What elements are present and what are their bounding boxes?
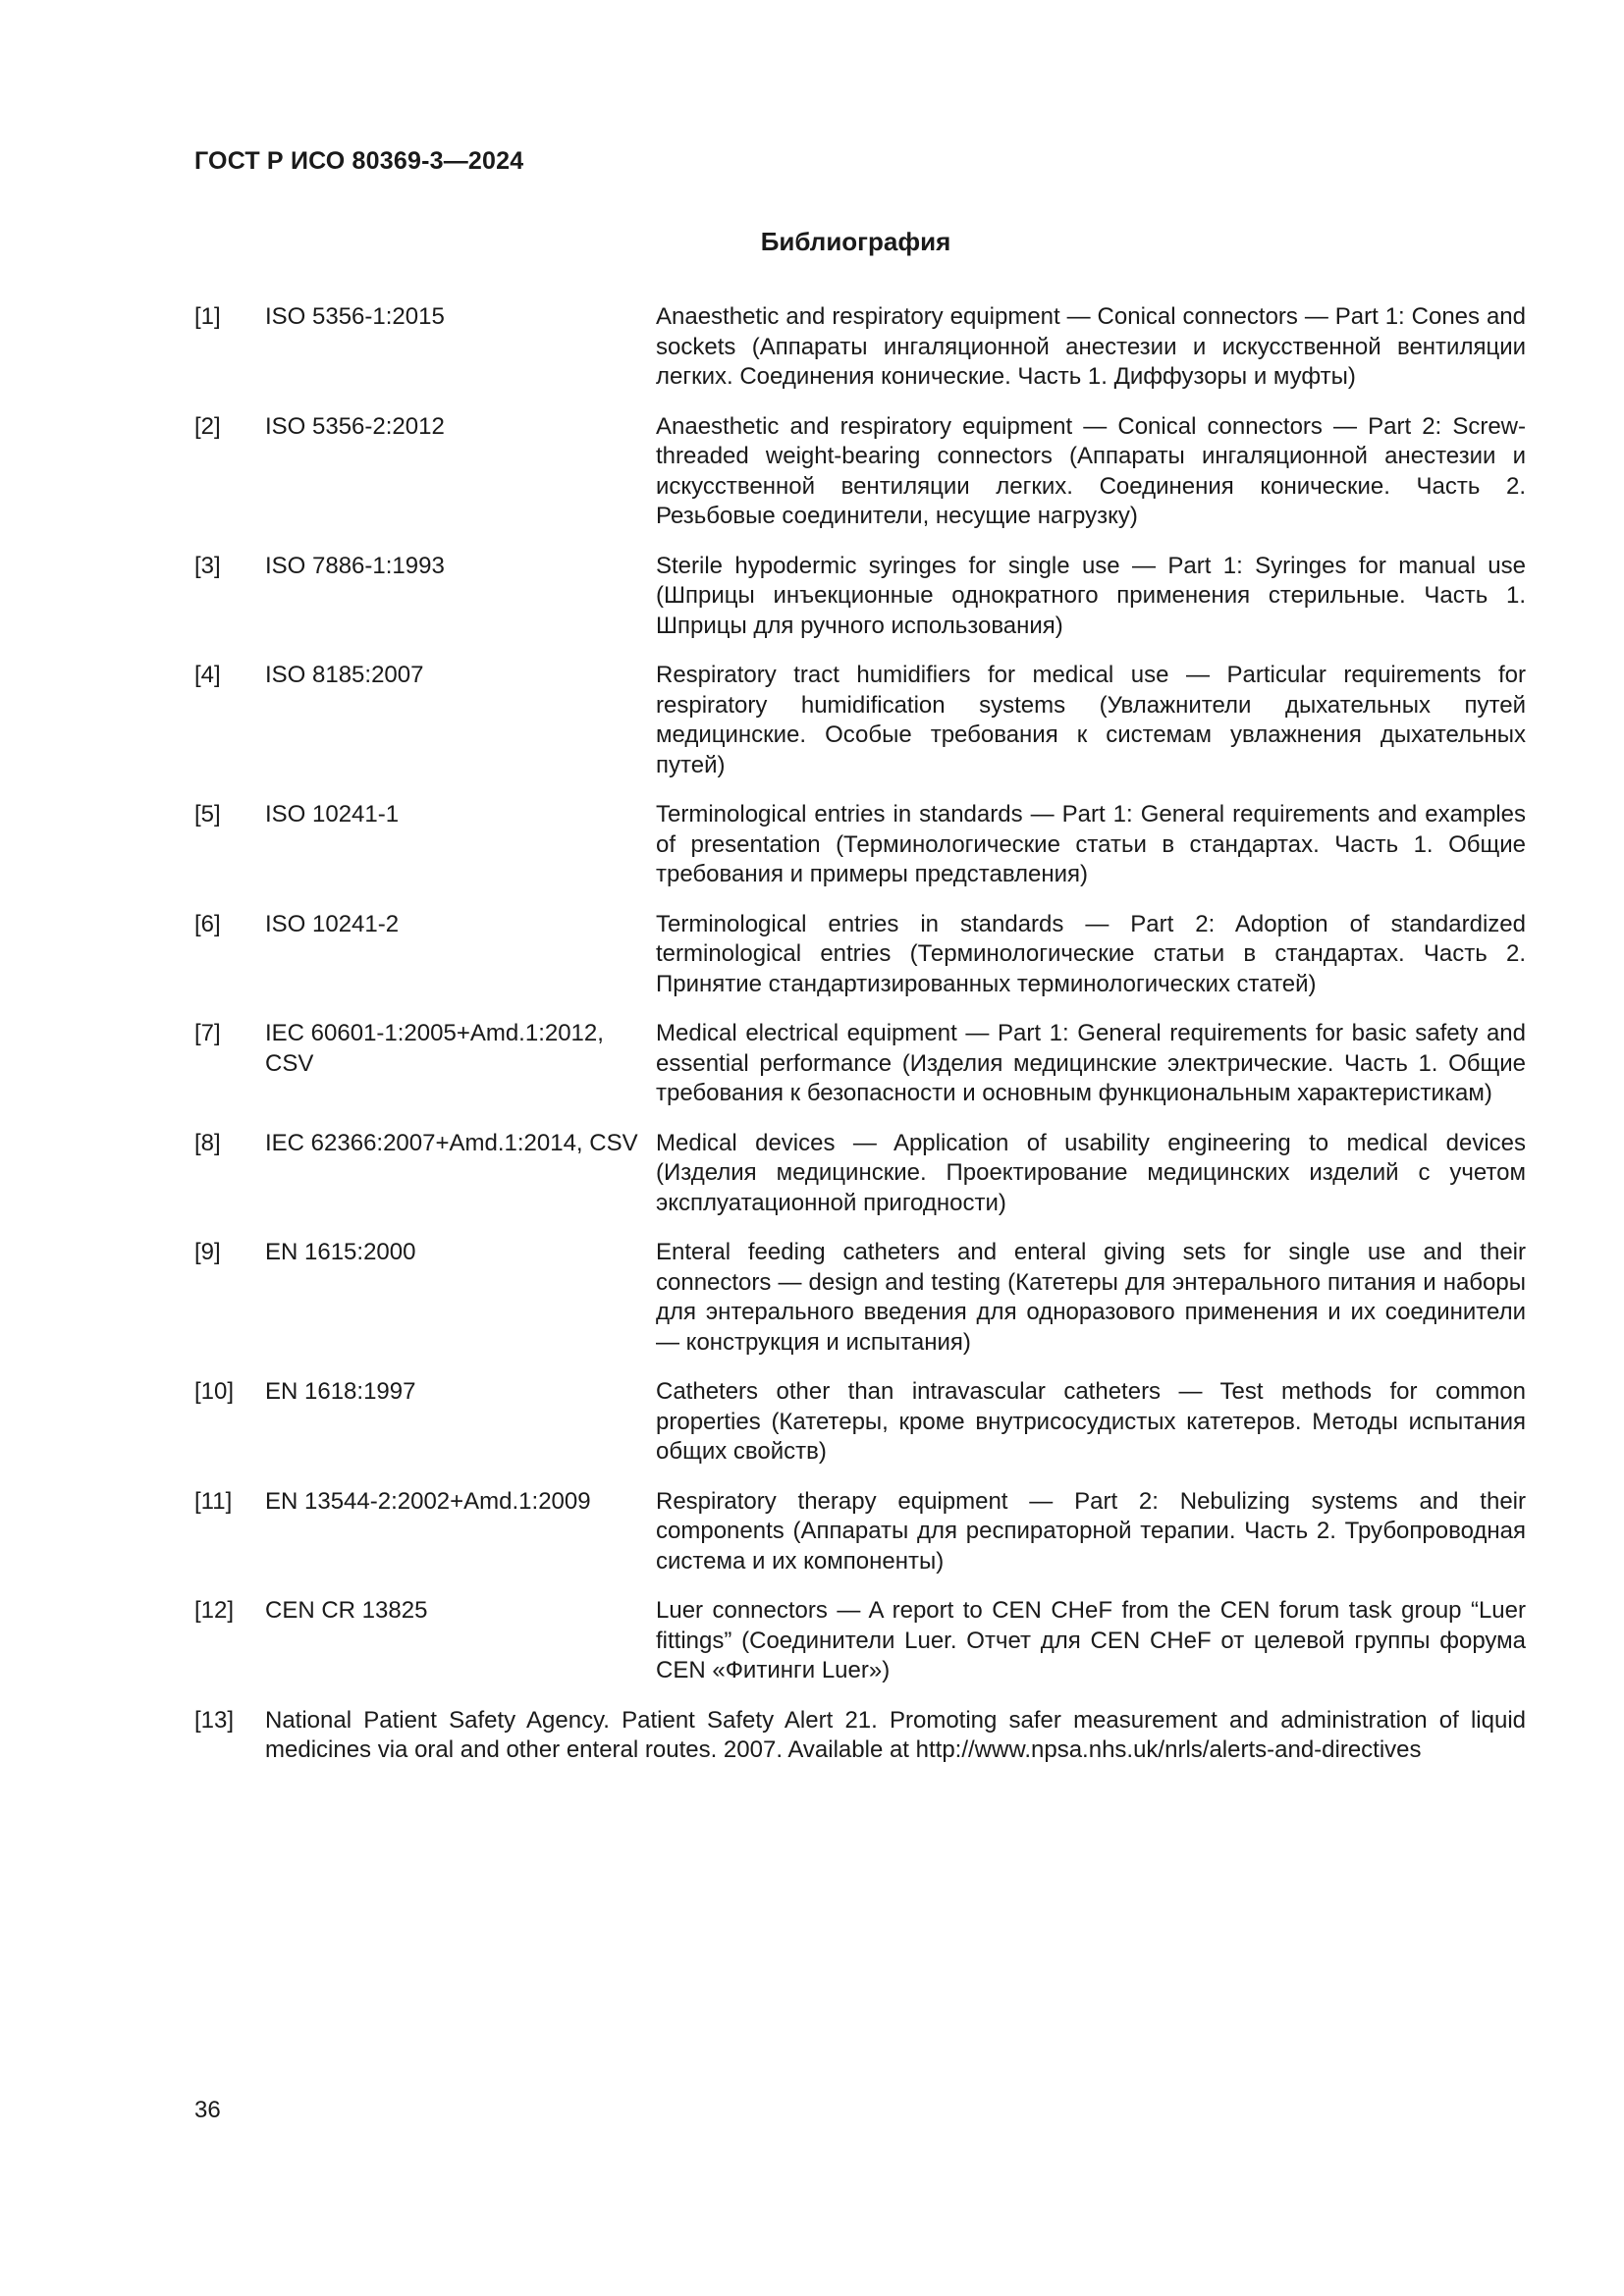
- bib-entry-2: [194, 412, 1526, 532]
- bib-entry-code: ISO 10241-1: [265, 801, 400, 828]
- bib-entry-11: [194, 1487, 1526, 1577]
- bib-entry-code: EN 1615:2000: [265, 1239, 416, 1265]
- bib-entry-number: [11]: [194, 1487, 233, 1515]
- bib-entry-1: [194, 302, 1526, 393]
- bib-entry-description: Medical electrical equipment — Part 1: General requirements for basic safety and essential performance (Изделия медицинские электрические. Часть 1. Общие требования к безопасности и основным функциональным характеристикам): [656, 1020, 1526, 1106]
- bib-entry-12: [194, 1596, 1526, 1686]
- bibliography-list: [194, 302, 1526, 1786]
- bib-entry-number: [8]: [194, 1129, 221, 1156]
- bib-entry-description: Terminological entries in standards — Part 2: Adoption of standardized terminological entries (Терминологические статьи в стандартах. Часть 2. Принятие стандартизированных терминологических статей): [656, 910, 1526, 997]
- bib-entry-9: [194, 1238, 1526, 1358]
- bib-entry-number: [1]: [194, 303, 221, 330]
- bib-entry-number: [10]: [194, 1378, 235, 1405]
- bib-entry-13: [194, 1706, 1526, 1766]
- bib-entry-code: IEC 60601-1:2005+Amd.1:2012, CSV: [265, 1020, 604, 1077]
- document-header: ГОСТ Р ИСО 80369-3—2024: [194, 147, 524, 175]
- bib-entry-description: Enteral feeding catheters and enteral giving sets for single use and their connectors — design and testing (Катетеры для энтерального питания и наборы для энтерального введения для одноразового применения и их соединители — конструкция и испытания): [656, 1239, 1526, 1356]
- bib-entry-code: ISO 5356-2:2012: [265, 412, 445, 440]
- bib-entry-description: Anaesthetic and respiratory equipment — Conical connectors — Part 1: Cones and sockets (Аппараты ингаляционной анестезии и искусственной вентиляции легких. Соединения конические. Часть 1. Диффузоры и муфты): [656, 303, 1526, 390]
- bib-entry-description: Medical devices — Application of usability engineering to medical devices (Изделия медицинские. Проектирование медицинских изделий с учетом эксплуатационной пригодности): [656, 1129, 1526, 1216]
- bib-entry-description: Sterile hypodermic syringes for single use — Part 1: Syringes for manual use (Шприцы инъекционные однократного применения стерильные. Часть 1. Шприцы для ручного использования): [656, 552, 1526, 639]
- bib-entry-6: [194, 910, 1526, 1000]
- bib-entry-10: [194, 1377, 1526, 1468]
- bib-entry-description: Respiratory therapy equipment — Part 2: Nebulizing systems and their components (Аппараты для респираторной терапии. Часть 2. Трубопроводная система и их компоненты): [656, 1487, 1526, 1575]
- bib-entry-number: [2]: [194, 412, 221, 440]
- bib-entry-number: [13]: [194, 1706, 235, 1734]
- bib-entry-number: [12]: [194, 1597, 235, 1624]
- bib-entry-code: CEN CR 13825: [265, 1597, 428, 1624]
- bib-entry-number: [7]: [194, 1020, 221, 1046]
- bib-entry-description: Anaesthetic and respiratory equipment — Conical connectors — Part 2: Screw-threaded weight-bearing connectors (Аппараты ингаляционной анестезии и искусственной вентиляции легких. Соединения конические. Часть 2. Резьбовые соединители, несущие нагрузку): [656, 412, 1526, 529]
- bib-entry-code: ISO 8185:2007: [265, 662, 424, 688]
- bib-entry-description: Catheters other than intravascular catheters — Test methods for common properties (Катетеры, кроме внутрисосудистых катетеров. Методы испытания общих свойств): [656, 1378, 1526, 1465]
- bib-entry-number: [5]: [194, 801, 221, 828]
- bib-entry-4: [194, 661, 1526, 780]
- bib-entry-code: ISO 5356-1:2015: [265, 303, 445, 330]
- bib-entry-description: Terminological entries in standards — Part 1: General requirements and examples of presentation (Терминологические статьи в стандартах. Часть 1. Общие требования и примеры представления): [656, 801, 1526, 887]
- bib-entry-code: ISO 7886-1:1993: [265, 552, 445, 579]
- bib-entry-3: [194, 552, 1526, 642]
- bib-entry-code: ISO 10241-2: [265, 910, 400, 937]
- bib-entry-code: EN 13544-2:2002+Amd.1:2009: [265, 1487, 591, 1515]
- bib-entry-number: [6]: [194, 910, 221, 937]
- bib-entry-number: [3]: [194, 552, 221, 579]
- bib-entry-5: [194, 800, 1526, 890]
- bib-entry-7: [194, 1019, 1526, 1109]
- bib-entry-8: [194, 1129, 1526, 1219]
- section-title: Библиография: [760, 227, 951, 256]
- bib-entry-number: [4]: [194, 662, 221, 688]
- bib-entry-code: EN 1618:1997: [265, 1378, 416, 1405]
- page-number: 36: [194, 2097, 221, 2123]
- bib-entry-description: Respiratory tract humidifiers for medical use — Particular requirements for respiratory humidification systems (Увлажнители дыхательных путей медицинские. Особые требования к системам увлажнения дыхательных путей): [656, 662, 1526, 778]
- bib-entry-description: National Patient Safety Agency. Patient Safety Alert 21. Promoting safer measurement and administration of liquid medicines via oral and other enteral routes. 2007. Available at http://www.npsa.nhs.uk/nrls/alerts-and-directives: [265, 1706, 1526, 1763]
- bib-entry-description: Luer connectors — A report to CEN CHeF from the CEN forum task group “Luer fittings” (Соединители Luer. Отчет для CEN CHeF от целевой группы форума CEN «Фитинги Luer»): [656, 1597, 1526, 1683]
- bib-entry-number: [9]: [194, 1239, 221, 1265]
- bib-entry-code: IEC 62366:2007+Amd.1:2014, CSV: [265, 1129, 638, 1156]
